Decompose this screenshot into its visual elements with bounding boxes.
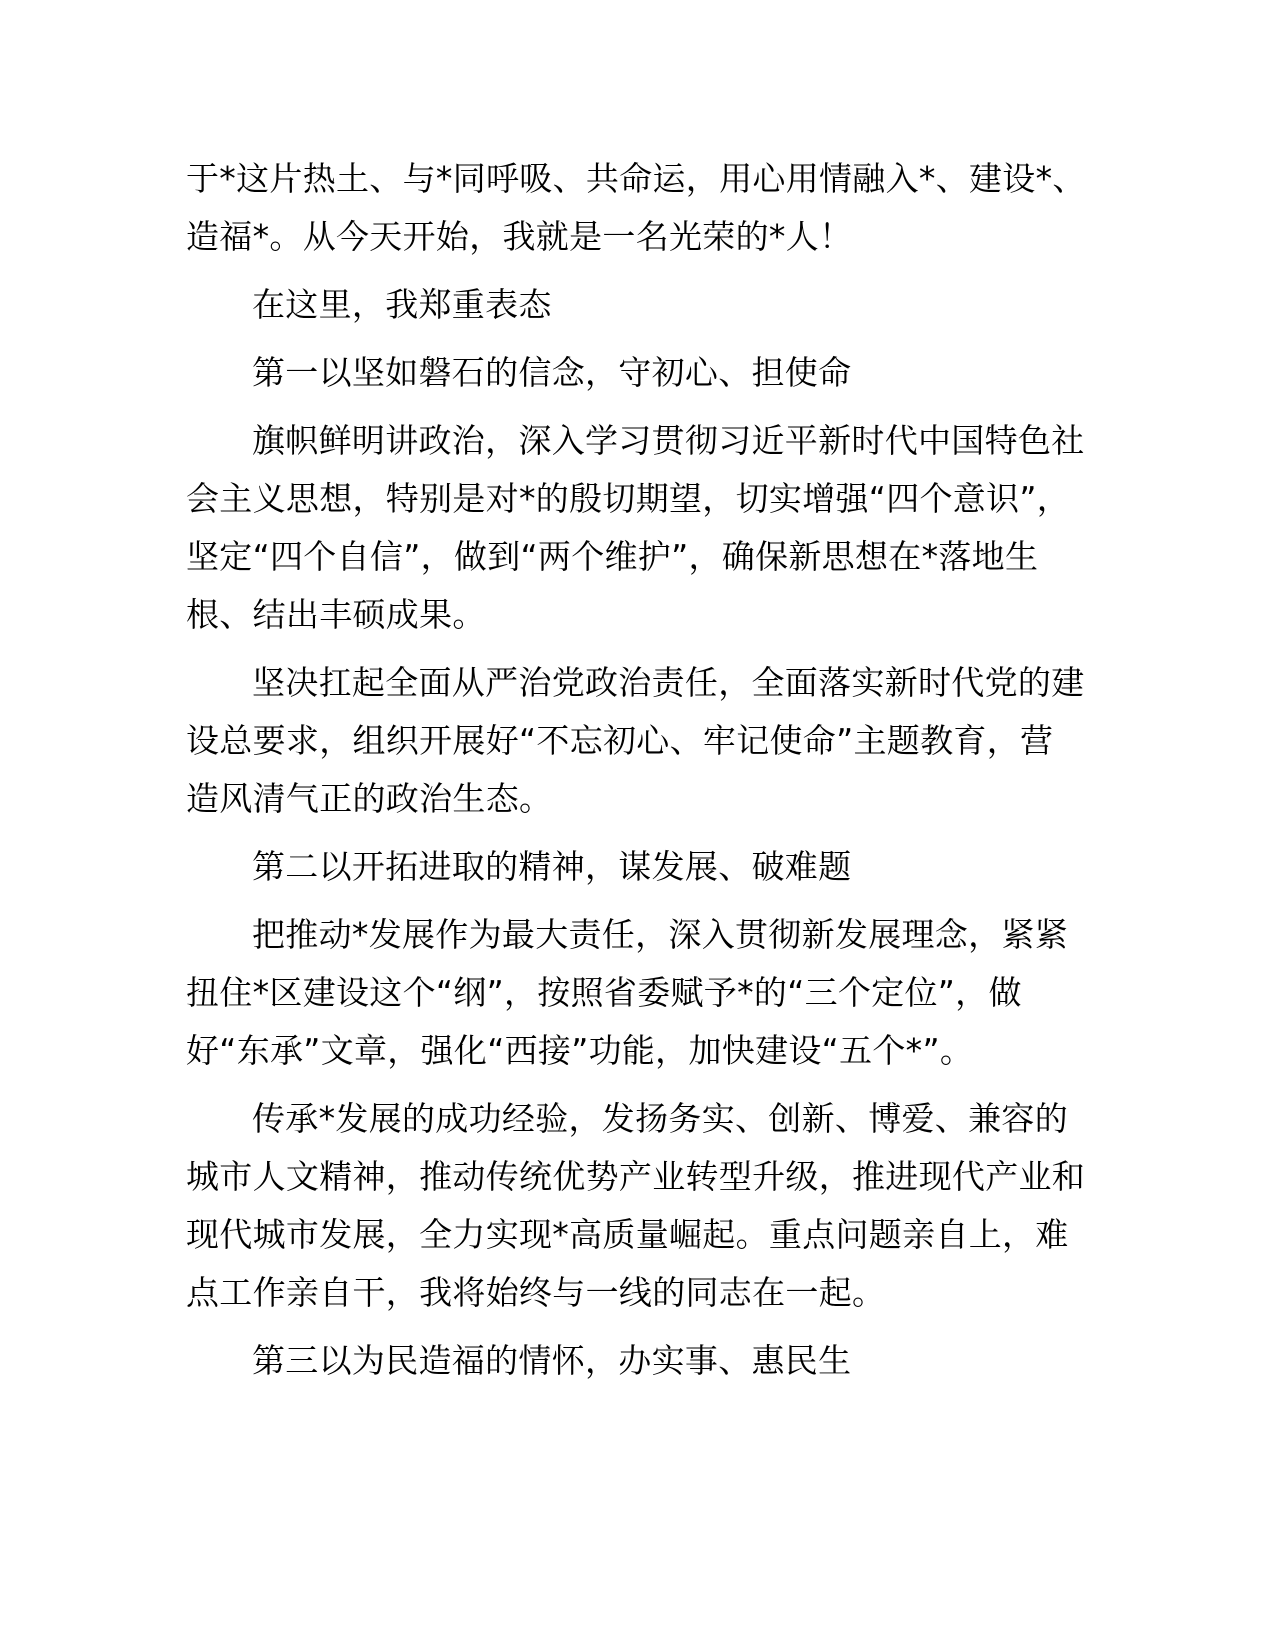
paragraph: 坚决扛起全面从严治党政治责任，全面落实新时代党的建设总要求，组织开展好“不忘初心、牢记使命”主题教育，营造风清气正的政治生态。	[186, 663, 1085, 818]
statement-intro: 在这里，我郑重表态	[252, 285, 552, 324]
paragraph: 把推动*发展作为最大责任，深入贯彻新发展理念，紧紧扭住*区建设这个“纲”，按照省委赋予*的“三个定位”，做好“东承”文章，强化“西接”功能，加快建设“五个*”。	[186, 915, 1068, 1070]
section-heading-3: 第三以为民造福的情怀，办实事、惠民生	[252, 1341, 852, 1380]
paragraph: 传承*发展的成功经验，发扬务实、创新、博爱、兼容的城市人文精神，推动传统优势产业转型升级，推进现代产业和现代城市发展，全力实现*高质量崛起。重点问题亲自上，难点工作亲自干，我将始终与一线的同志在一起。	[186, 1099, 1086, 1312]
section-heading-1: 第一以坚如磐石的信念，守初心、担使命	[252, 353, 852, 392]
document-body	[186, 150, 1086, 1400]
section-heading-2: 第二以开拓进取的精神，谋发展、破难题	[252, 847, 852, 886]
paragraph-continuation: 于*这片热土、与*同呼吸、共命运，用心用情融入*、建设*、造福*。从今天开始，我就是一名光荣的*人！	[186, 159, 1086, 256]
paragraph: 旗帜鲜明讲政治，深入学习贯彻习近平新时代中国特色社会主义思想，特别是对*的殷切期望，切实增强“四个意识”，坚定“四个自信”，做到“两个维护”，确保新思想在*落地生根、结出丰硕成果。	[186, 421, 1085, 634]
